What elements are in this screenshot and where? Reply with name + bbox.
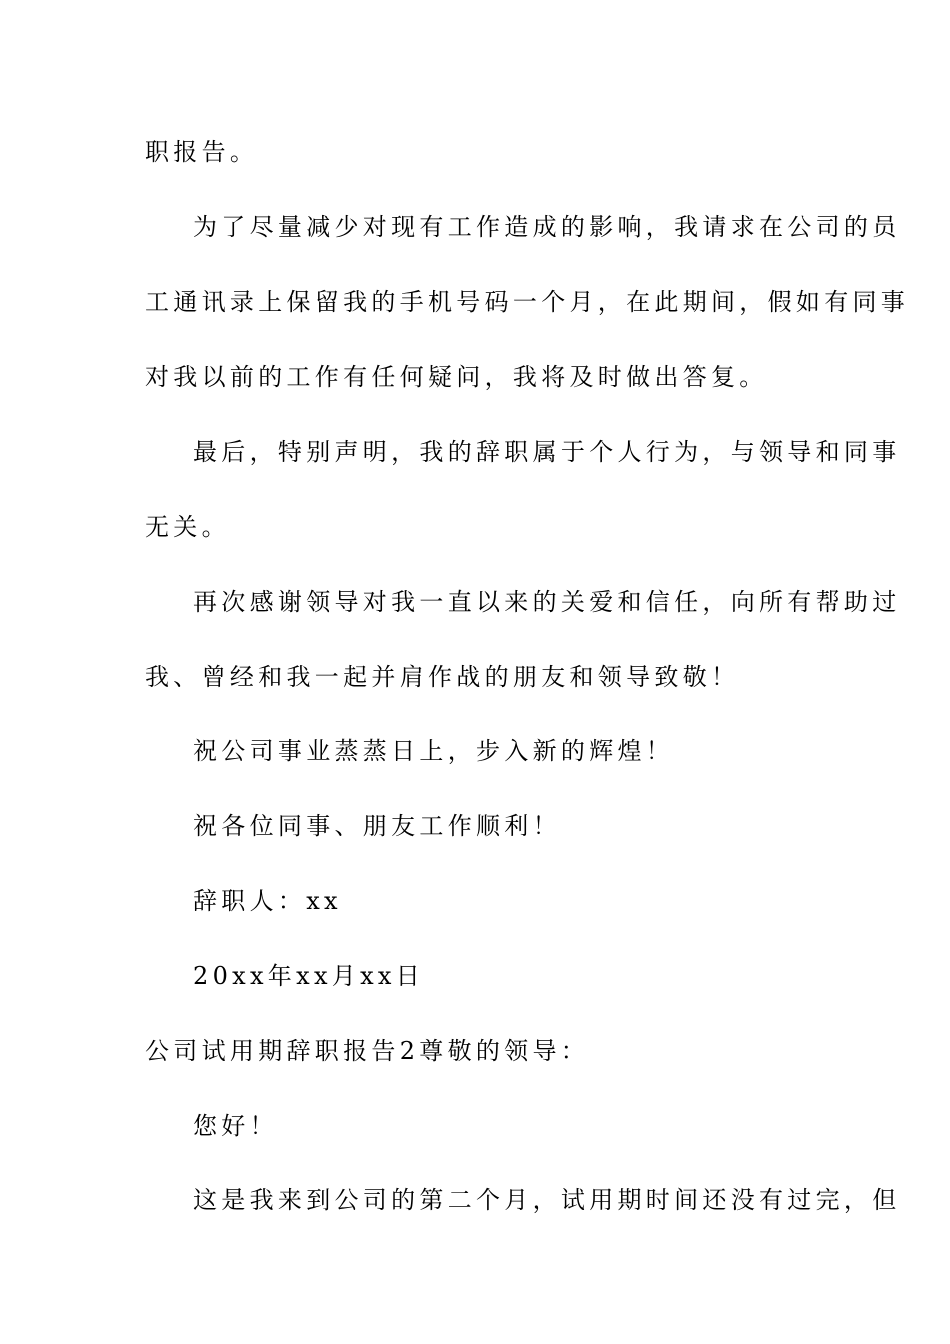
signature-line: 辞职人：xx: [193, 887, 342, 915]
date-line: 20xx年xx月xx日: [193, 962, 425, 990]
paragraph-line: 工通讯录上保留我的手机号码一个月，在此期间，假如有同事: [145, 288, 910, 316]
paragraph-line: 最后，特别声明，我的辞职属于个人行为，与领导和同事: [193, 438, 901, 466]
paragraph-line: 对我以前的工作有任何疑问，我将及时做出答复。: [145, 363, 768, 391]
paragraph-line: 职报告。: [145, 138, 259, 166]
section-heading: 公司试用期辞职报告2尊敬的领导：: [145, 1037, 590, 1065]
greeting-line: 您好！: [193, 1112, 278, 1140]
closing-wish-line: 祝各位同事、朋友工作顺利！: [193, 812, 561, 840]
paragraph-line: 为了尽量减少对现有工作造成的影响，我请求在公司的员: [193, 213, 901, 241]
paragraph-line: 我、曾经和我一起并肩作战的朋友和领导致敬！: [145, 663, 740, 691]
paragraph-line: 这是我来到公司的第二个月，试用期时间还没有过完，但: [193, 1186, 901, 1214]
closing-wish-line: 祝公司事业蒸蒸日上，步入新的辉煌！: [193, 737, 675, 765]
paragraph-line: 再次感谢领导对我一直以来的关爱和信任，向所有帮助过: [193, 588, 901, 616]
paragraph-line: 无关。: [145, 513, 230, 541]
